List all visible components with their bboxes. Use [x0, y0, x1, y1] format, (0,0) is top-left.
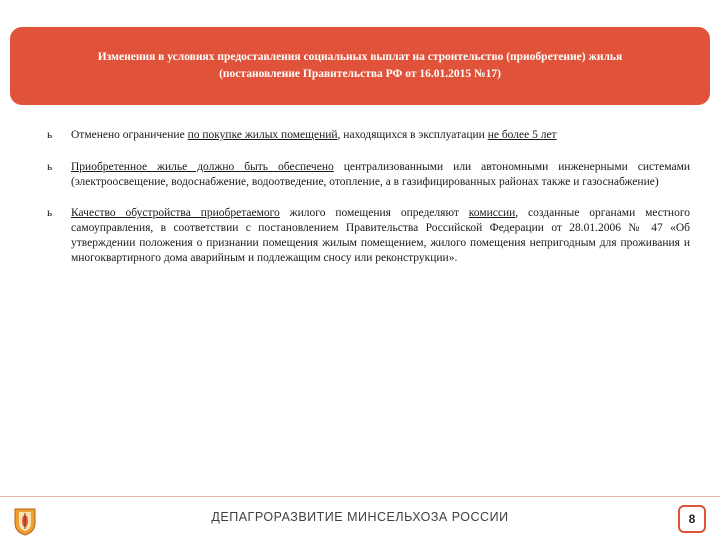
- bullet-text: , созданные органами местного самоуправления, в соответствии с постановлением Правительства Российской Федерации от 28.01.2006 № 47 «Об утверждении положения о признании помещения жилым помещением, жилого помещения непригодным для проживания и многоквартирного дома аварийным и подлежащим сносу или реконструкции».: [71, 207, 690, 264]
- bullet-text-underlined: Приобретенное жилье должно быть обеспечено: [71, 160, 334, 173]
- bullet-icon: ь: [47, 160, 53, 173]
- list-item: [47, 206, 690, 265]
- bullet-text-underlined: комиссии: [468, 207, 516, 220]
- bullet-text: жилого помещения определяют: [279, 207, 469, 220]
- bullet-list: [47, 128, 690, 283]
- page-title: Изменения в условиях предоставления социальных выплат на строительство (приобретение) жилья: [97, 51, 623, 63]
- footer-divider: [0, 496, 720, 497]
- list-item: [47, 128, 690, 143]
- bullet-text-underlined: Качество обустройства приобретаемого: [71, 207, 280, 220]
- footer-org-name: ДЕПАГРОРАЗВИТИЕ МИНСЕЛЬХОЗА РОССИИ: [211, 510, 509, 524]
- page-subtitle: (постановление Правительства РФ от 16.01.2015 №17): [219, 68, 501, 80]
- bullet-icon: ь: [47, 207, 53, 220]
- list-item: [47, 160, 690, 190]
- title-banner: [10, 27, 710, 105]
- bullet-icon: ь: [47, 129, 53, 141]
- page-number: 8: [678, 505, 706, 533]
- bullet-text-underlined: по покупке жилых помещений: [187, 129, 338, 141]
- bullet-text: централизованными или автономными инженерными системами (электроосвещение, водоснабжение, водоотведение, отопление, а в газифицированных районах также и газоснабжение): [71, 160, 690, 188]
- bullet-text: , находящихся в эксплуатации: [337, 129, 488, 141]
- bullet-text: Отменено ограничение: [71, 129, 188, 141]
- bullet-text-underlined: не более 5 лет: [487, 129, 557, 141]
